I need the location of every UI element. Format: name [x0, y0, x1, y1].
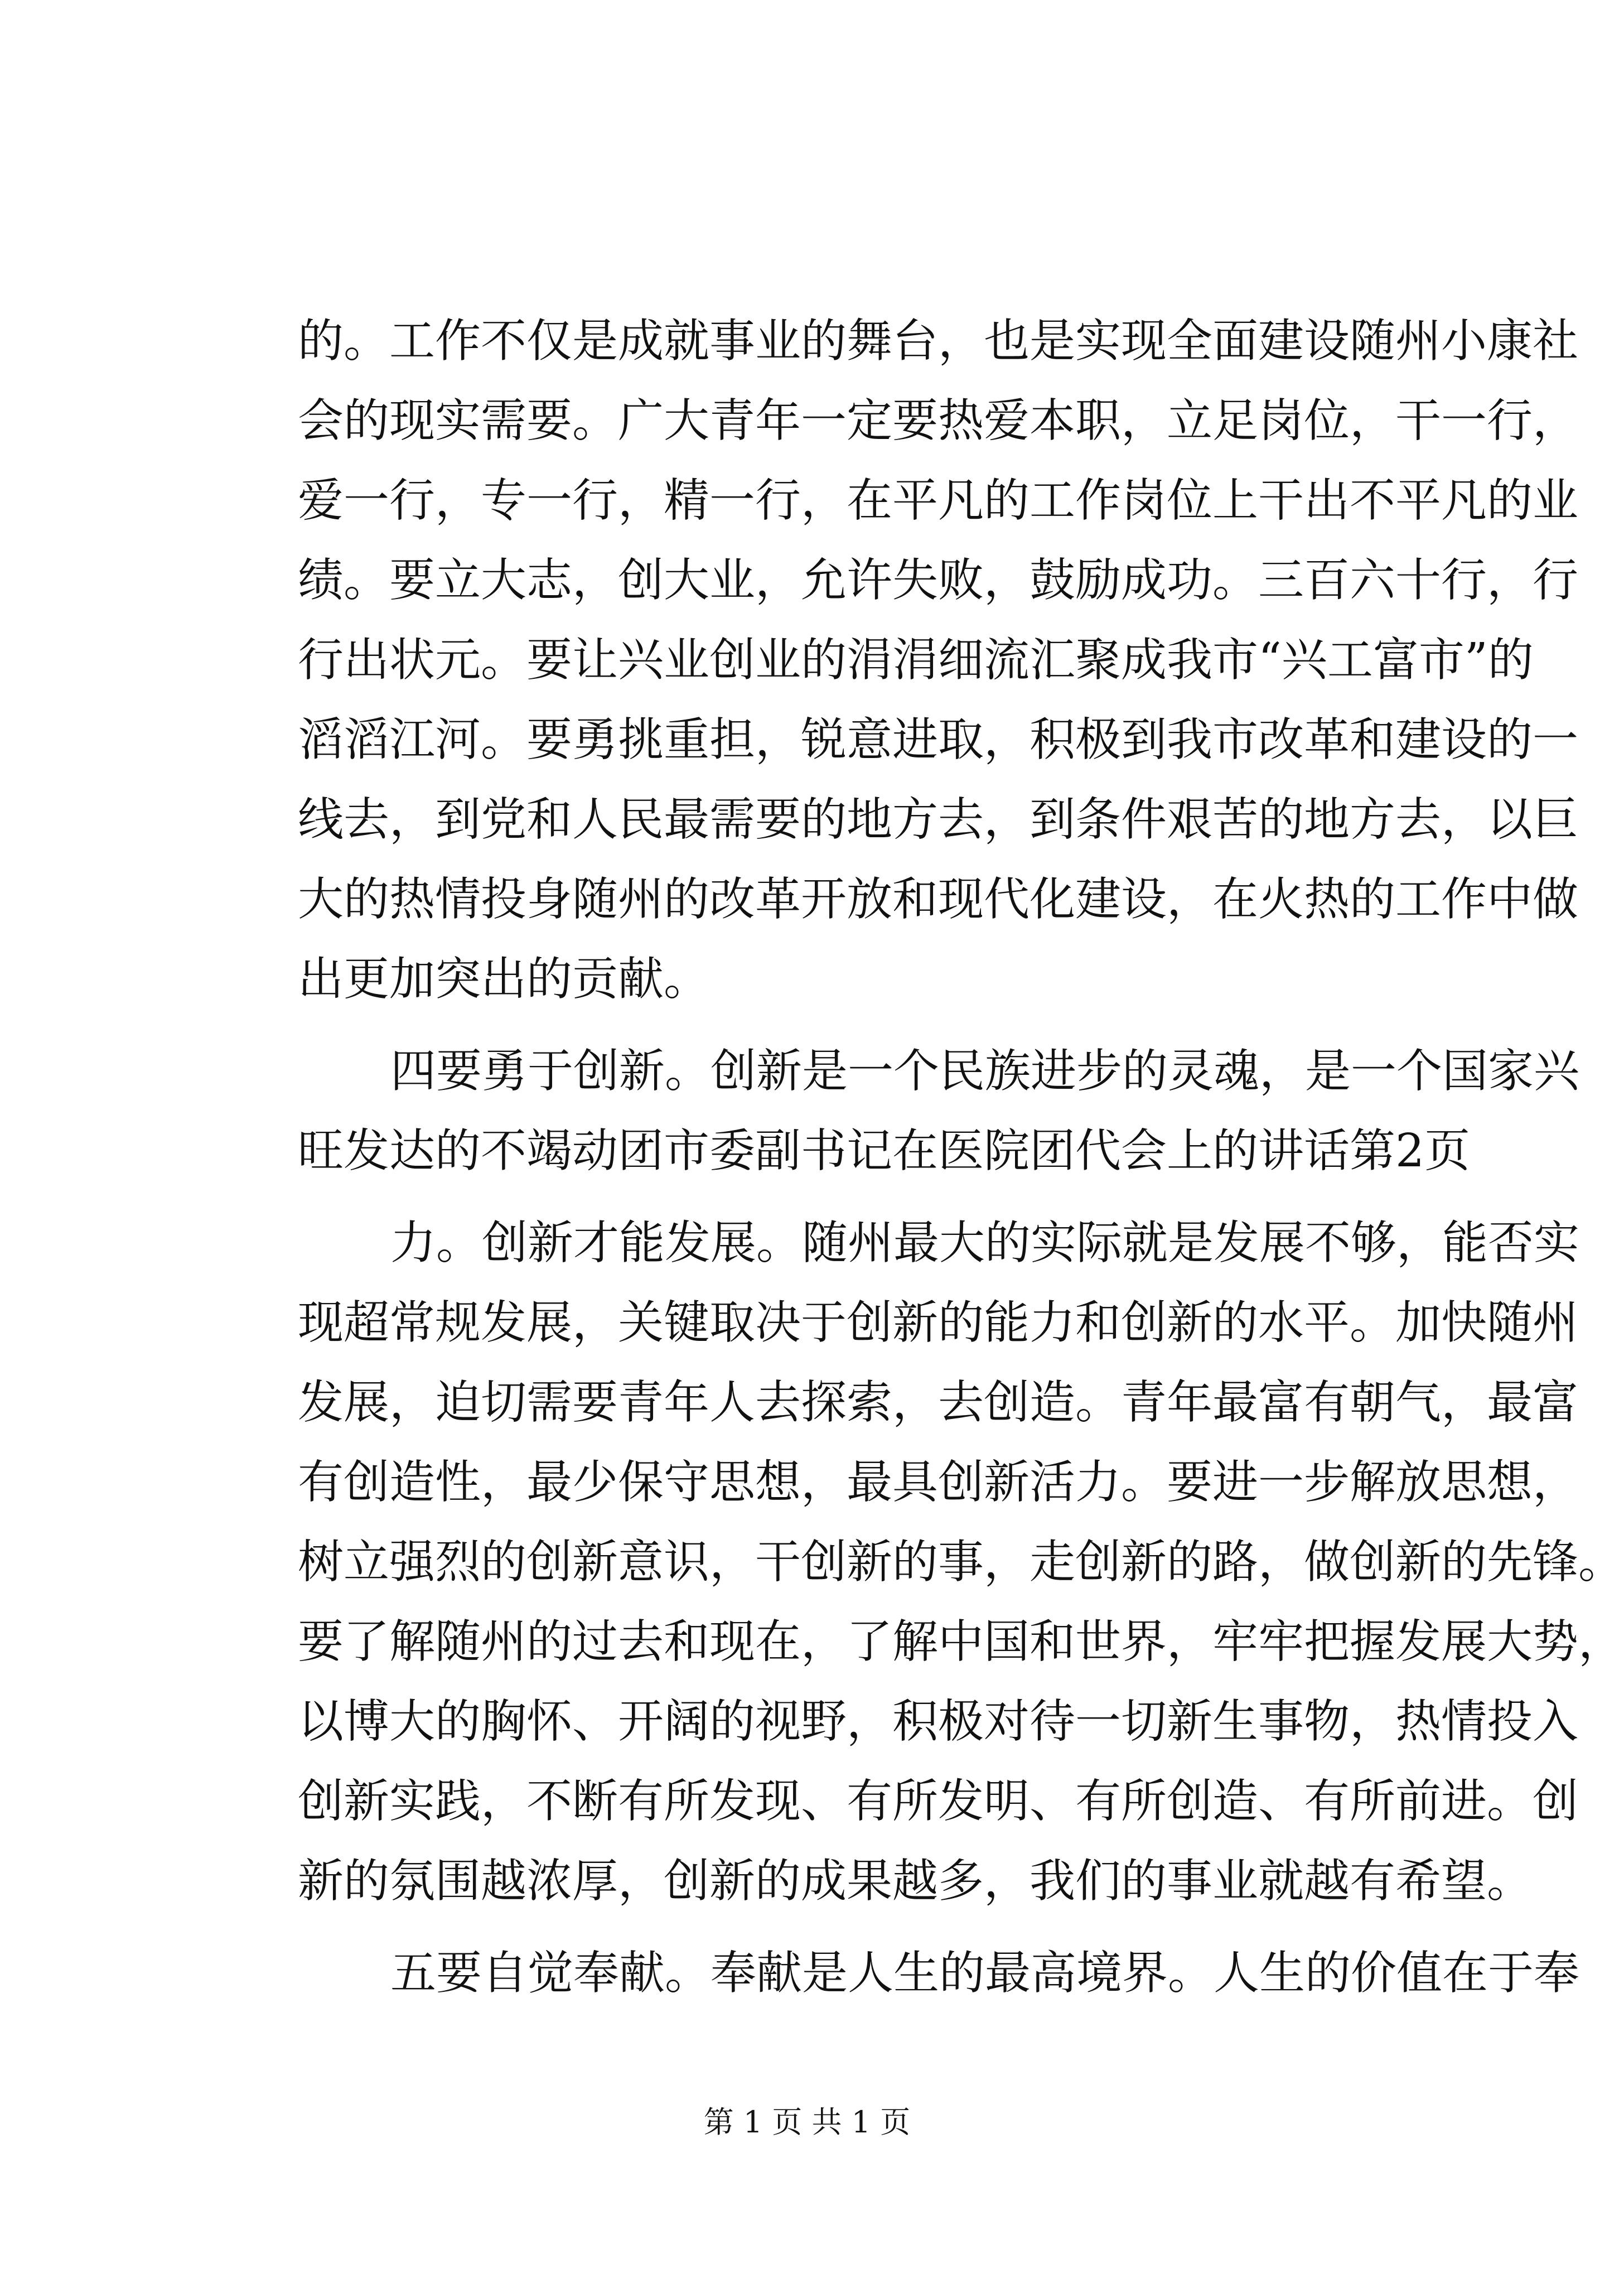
paragraph-spacer	[298, 1921, 1408, 1933]
text-line: 四要勇于创新。创新是一个民族进步的灵魂，是一个国家兴	[390, 1045, 1580, 1098]
text-line: 以博大的胸怀、开阔的视野，积极对待一切新生事物，热情投入	[298, 1695, 1579, 1748]
text-line: 新的氛围越浓厚，创新的成果越多，我们的事业就越有希望。	[298, 1855, 1533, 1908]
text-line: 有创造性，最少保守思想，最具创新活力。要进一步解放思想，	[298, 1456, 1579, 1509]
text-line: 滔滔江河。要勇挑重担，锐意进取，积极到我市改革和建设的一	[298, 713, 1579, 766]
page-footer	[0, 2103, 1614, 2142]
paragraph-spacer	[298, 1019, 1408, 1031]
text-line: 的。工作不仅是成就事业的舞台，也是实现全面建设随州小康社	[298, 315, 1579, 368]
text-line: 行出状元。要让兴业创业的涓涓细流汇聚成我市“兴工富市”的	[298, 634, 1534, 687]
text-line: 线去，到党和人民最需要的地方去，到条件艰苦的地方去，以巨	[298, 793, 1579, 846]
text-line: 创新实践，不断有所发现、有所发明、有所创造、有所前进。创	[298, 1775, 1579, 1828]
paragraph-spacer	[298, 1191, 1408, 1203]
text-line: 现超常规发展，关键取决于创新的能力和创新的水平。加快随州	[298, 1296, 1579, 1349]
text-line: 发展，迫切需要青年人去探索，去创造。青年最富有朝气，最富	[298, 1376, 1579, 1429]
text-line: 树立强烈的创新意识，干创新的事，走创新的路，做创新的先锋。	[298, 1536, 1624, 1589]
paragraph-4	[298, 1933, 1580, 2013]
text-line: 爱一行，专一行，精一行，在平凡的工作岗位上干出不平凡的业	[298, 474, 1579, 527]
text-line: 大的热情投身随州的改革开放和现代化建设，在火热的工作中做	[298, 873, 1579, 926]
paragraph-1	[298, 301, 1579, 1019]
text-line: 会的现实需要。广大青年一定要热爱本职，立足岗位，干一行，	[298, 394, 1579, 447]
text-line: 旺发达的不竭动团市委副书记在医院团代会上的讲话第2页	[298, 1124, 1471, 1177]
paragraph-2	[298, 1031, 1580, 1191]
text-line: 绩。要立大志，创大业，允许失败，鼓励成功。三百六十行，行	[298, 554, 1579, 607]
text-line: 要了解随州的过去和现在，了解中国和世界，牢牢把握发展大势，	[298, 1615, 1624, 1668]
text-line: 五要自觉奉献。奉献是人生的最高境界。人生的价值在于奉	[390, 1947, 1580, 2000]
document-body	[298, 301, 1624, 2013]
text-line: 力。创新才能发展。随州最大的实际就是发展不够，能否实	[390, 1217, 1580, 1270]
page-number-label: 第 1 页 共 1 页	[703, 2105, 911, 2140]
text-line: 出更加突出的贡献。	[298, 953, 710, 1006]
paragraph-3	[298, 1203, 1624, 1921]
